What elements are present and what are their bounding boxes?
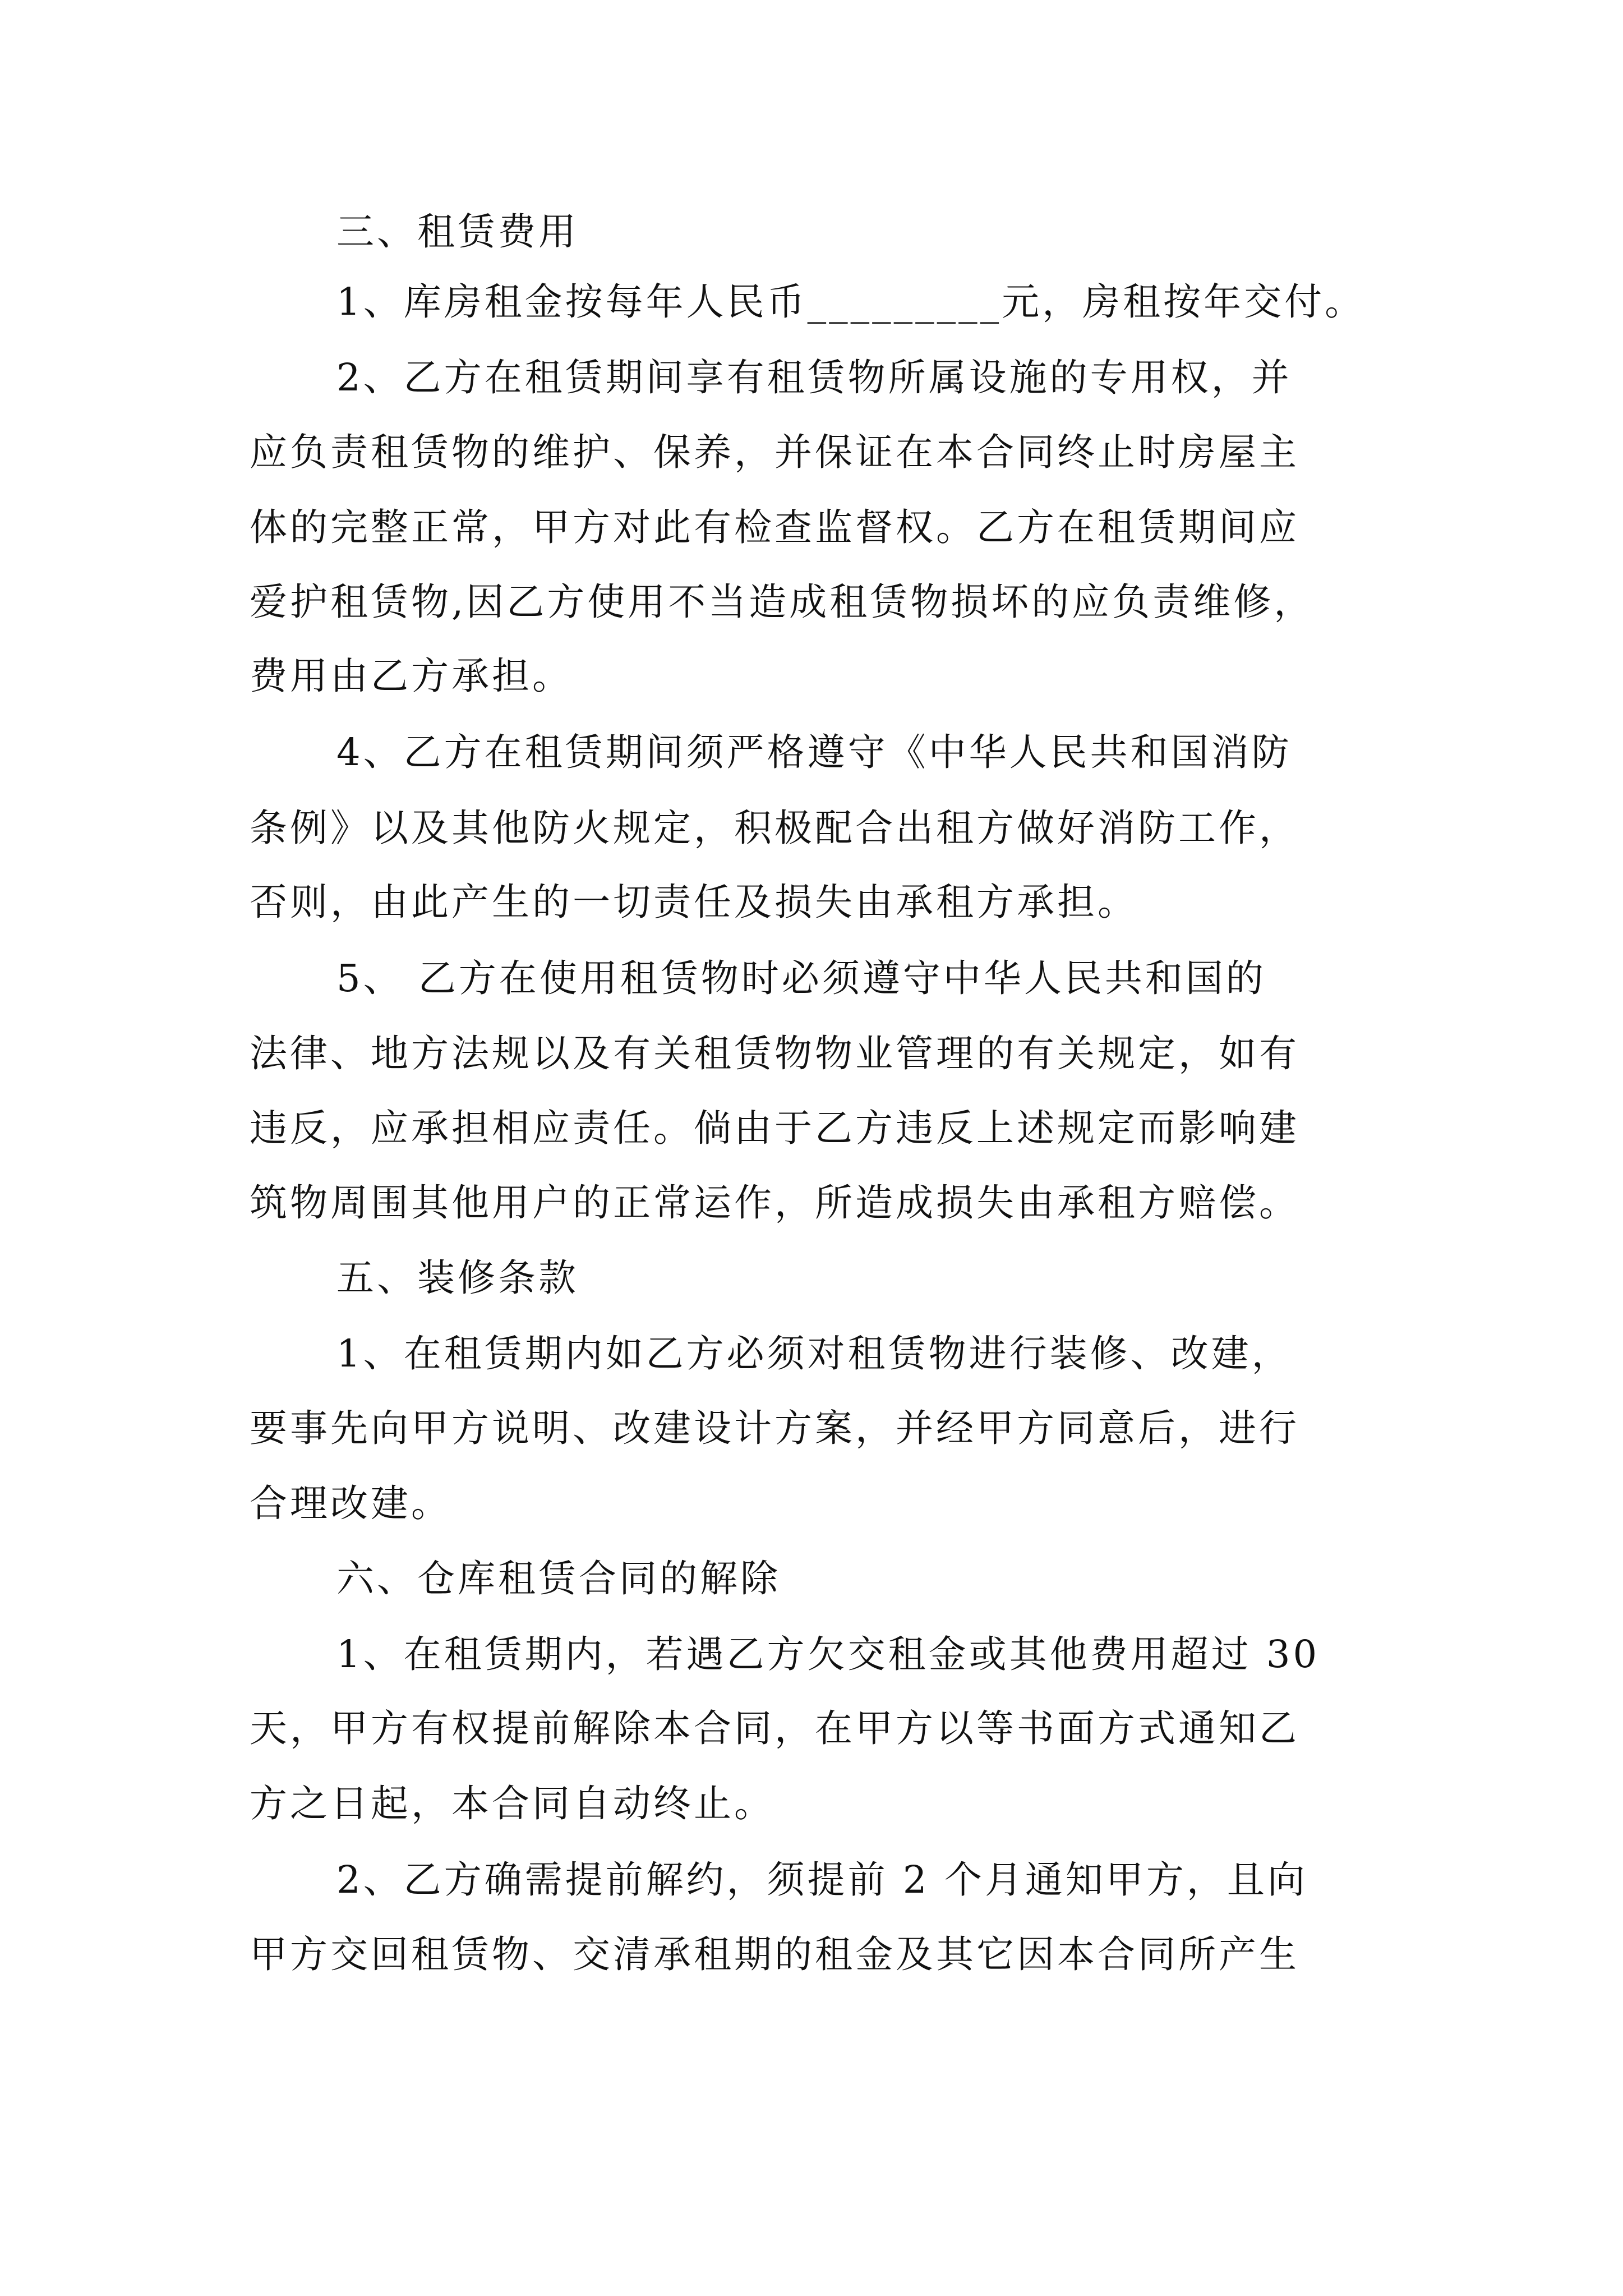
paragraph-line: 2、乙方确需提前解约，须提前 2 个月通知甲方，且向: [336, 1858, 1308, 1902]
paragraph-line: 合理改建。: [250, 1481, 451, 1525]
section-heading-rental-fees: 三、租赁费用: [336, 210, 579, 254]
paragraph-line: 条例》以及其他防火规定，积极配合出租方做好消防工作，: [250, 806, 1299, 850]
paragraph-line: 否则，由此产生的一切责任及损失由承租方承担。: [250, 880, 1138, 924]
section-heading-renovation: 五、装修条款: [336, 1256, 579, 1300]
paragraph-line: 天，甲方有权提前解除本合同，在甲方以等书面方式通知乙: [250, 1706, 1299, 1750]
paragraph-line: 要事先向甲方说明、改建设计方案，并经甲方同意后，进行: [250, 1406, 1299, 1450]
paragraph-line: 4、乙方在租赁期间须严格遵守《中华人民共和国消防: [336, 730, 1292, 774]
paragraph-line: 1、在租赁期内如乙方必须对租赁物进行装修、改建，: [336, 1332, 1292, 1375]
paragraph-line: 体的完整正常，甲方对此有检查监督权。乙方在租赁期间应: [250, 505, 1299, 549]
paragraph-line: 筑物周围其他用户的正常运作，所造成损失由承租方赔偿。: [250, 1181, 1299, 1225]
paragraph-line: 方之日起，本合同自动终止。: [250, 1782, 774, 1825]
section-heading-termination: 六、仓库租赁合同的解除: [336, 1557, 781, 1600]
paragraph-line: 法律、地方法规以及有关租赁物物业管理的有关规定，如有: [250, 1032, 1299, 1075]
paragraph-line: 应负责租赁物的维护、保养，并保证在本合同终止时房屋主: [250, 430, 1299, 474]
paragraph-line: 违反，应承担相应责任。倘由于乙方违反上述规定而影响建: [250, 1106, 1299, 1150]
paragraph-line: 甲方交回租赁物、交清承租期的租金及其它因本合同所产生: [250, 1932, 1299, 1976]
paragraph-line: 爱护租赁物,因乙方使用不当造成租赁物损坏的应负责维修，: [250, 580, 1315, 624]
paragraph-line: 5、 乙方在使用租赁物时必须遵守中华人民共和国的: [336, 956, 1266, 1000]
paragraph-line: 1、库房租金按每年人民币_________元，房租按年交付。: [336, 280, 1366, 324]
paragraph-line: 费用由乙方承担。: [250, 654, 573, 698]
paragraph-line: 1、在租赁期内，若遇乙方欠交租金或其他费用超过 30: [336, 1632, 1320, 1676]
paragraph-line: 2、乙方在租赁期间享有租赁物所属设施的专用权，并: [336, 356, 1292, 399]
